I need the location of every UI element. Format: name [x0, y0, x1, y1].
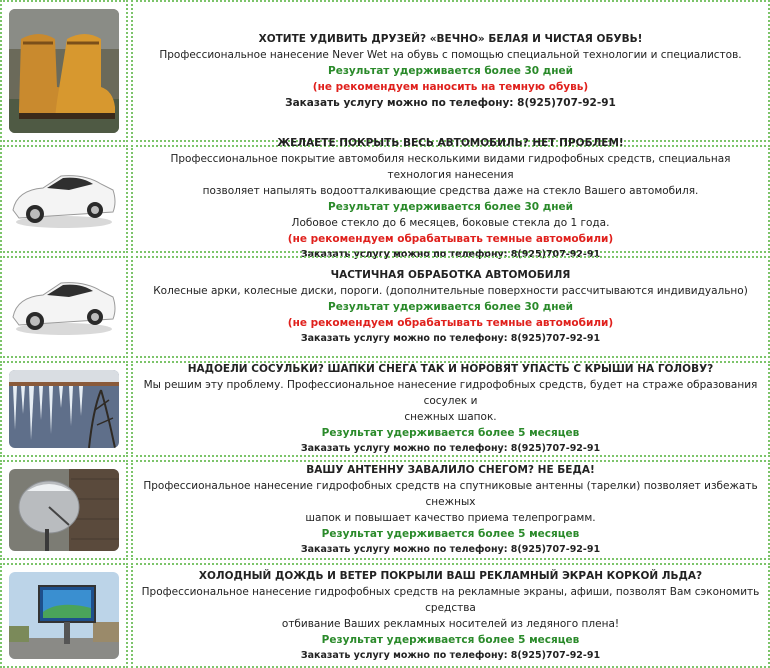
service-row-shoes: [0, 0, 770, 142]
text-cell: [131, 563, 770, 668]
service-title: ЧАСТИЧНАЯ ОБРАБОТКА АВТОМОБИЛЯ: [330, 269, 571, 281]
order-phone: Заказать услугу можно по телефону: 8(925)707-92-91: [300, 249, 601, 260]
service-title: ХОЛОДНЫЙ ДОЖДЬ И ВЕТЕР ПОКРЫЛИ ВАШ РЕКЛАМНЫЙ ЭКРАН КОРКОЙ ЛЬДА?: [198, 569, 703, 582]
service-description: Мы решим эту проблему. Профессиональное нанесение гидрофобных средств, будет на страже образования сосулек и: [143, 379, 758, 407]
service-row-full-car: [0, 137, 770, 260]
service-title: ВАШУ АНТЕННУ ЗАВАЛИЛО СНЕГОМ? НЕ БЕДА!: [306, 464, 595, 476]
service-description: Профессиональное нанесение Never Wet на обувь с помощью специальной технологии и специалистов.: [159, 49, 742, 61]
service-description: позволяет напылять водоотталкивающие средства даже на стекло Вашего автомобиля.: [202, 185, 699, 197]
image-cell: [0, 563, 128, 668]
text-cell: [131, 137, 770, 260]
text-cell: [131, 0, 770, 142]
image-cell: [0, 256, 128, 358]
service-description: отбивание Ваших рекламных носителей из ледяного плена!: [281, 617, 620, 630]
service-description: Профессиональное нанесение гидрофобных средств на спутниковые антенны (тарелки) позволяет избежать снежных: [143, 480, 758, 508]
image-cell: [0, 0, 128, 142]
order-phone: Заказать услугу можно по телефону: 8(925)707-92-91: [285, 97, 616, 109]
service-row-icicles: [0, 361, 770, 457]
service-warning: (не рекомендуем обрабатывать темные автомобили): [287, 233, 614, 245]
service-result: Результат удерживается более 5 месяцев: [321, 633, 580, 646]
image-cell: [0, 460, 128, 560]
service-title: НАДОЕЛИ СОСУЛЬКИ? ШАПКИ СНЕГА ТАК И НОРОВЯТ УПАСТЬ С КРЫШИ НА ГОЛОВУ?: [187, 363, 714, 375]
order-phone: Заказать услугу можно по телефону: 8(925)707-92-91: [300, 443, 601, 454]
white-car-image: [9, 265, 119, 349]
order-phone: Заказать услугу можно по телефону: 8(925)707-92-91: [300, 649, 601, 661]
service-warning: (не рекомендуем наносить на темную обувь): [312, 81, 589, 93]
service-result: Результат удерживается более 30 дней: [328, 65, 573, 77]
boots-image: [9, 9, 119, 133]
service-title: ЖЕЛАЕТЕ ПОКРЫТЬ ВЕСЬ АВТОМОБИЛЬ? НЕТ ПРОБЛЕМ!: [277, 137, 624, 149]
service-warning: (не рекомендуем обрабатывать темные автомобили): [287, 317, 614, 329]
text-cell: [131, 361, 770, 457]
service-row-antenna: [0, 460, 770, 560]
service-description: снежных шапок.: [404, 411, 497, 423]
service-result: Результат удерживается более 30 дней: [328, 301, 573, 313]
service-result: Результат удерживается более 30 дней: [328, 201, 573, 213]
service-extra: Лобовое стекло до 6 месяцев, боковые стекла до 1 года.: [291, 217, 610, 229]
white-car-image: [9, 154, 119, 244]
service-row-billboard: [0, 563, 770, 668]
text-cell: [131, 256, 770, 358]
service-row-partial-car: [0, 256, 770, 358]
icicles-image: [9, 370, 119, 448]
service-description: Колесные арки, колесные диски, пороги. (дополнительные поверхности рассчитываются индивидуально): [153, 285, 748, 297]
order-phone: Заказать услугу можно по телефону: 8(925)707-92-91: [300, 544, 601, 555]
service-result: Результат удерживается более 5 месяцев: [321, 427, 580, 439]
billboard-image: [9, 572, 119, 659]
image-cell: [0, 145, 128, 253]
image-cell: [0, 361, 128, 457]
service-result: Результат удерживается более 5 месяцев: [321, 528, 580, 540]
order-phone: Заказать услугу можно по телефону: 8(925)707-92-91: [300, 333, 601, 344]
satellite-dish-image: [9, 469, 119, 551]
text-cell: [131, 460, 770, 560]
service-description: Профессиональное нанесение гидрофобных средств на рекламные экраны, афиши, позволят Вам сэкономить средства: [141, 585, 760, 614]
service-description: Профессиональное покрытие автомобиля несколькими видами гидрофобных средств, специальная технология нанесения: [170, 153, 731, 181]
service-description: шапок и повышает качество приема телепрограмм.: [305, 512, 596, 524]
service-title: ХОТИТЕ УДИВИТЬ ДРУЗЕЙ? «ВЕЧНО» БЕЛАЯ И ЧИСТАЯ ОБУВЬ!: [258, 33, 643, 45]
